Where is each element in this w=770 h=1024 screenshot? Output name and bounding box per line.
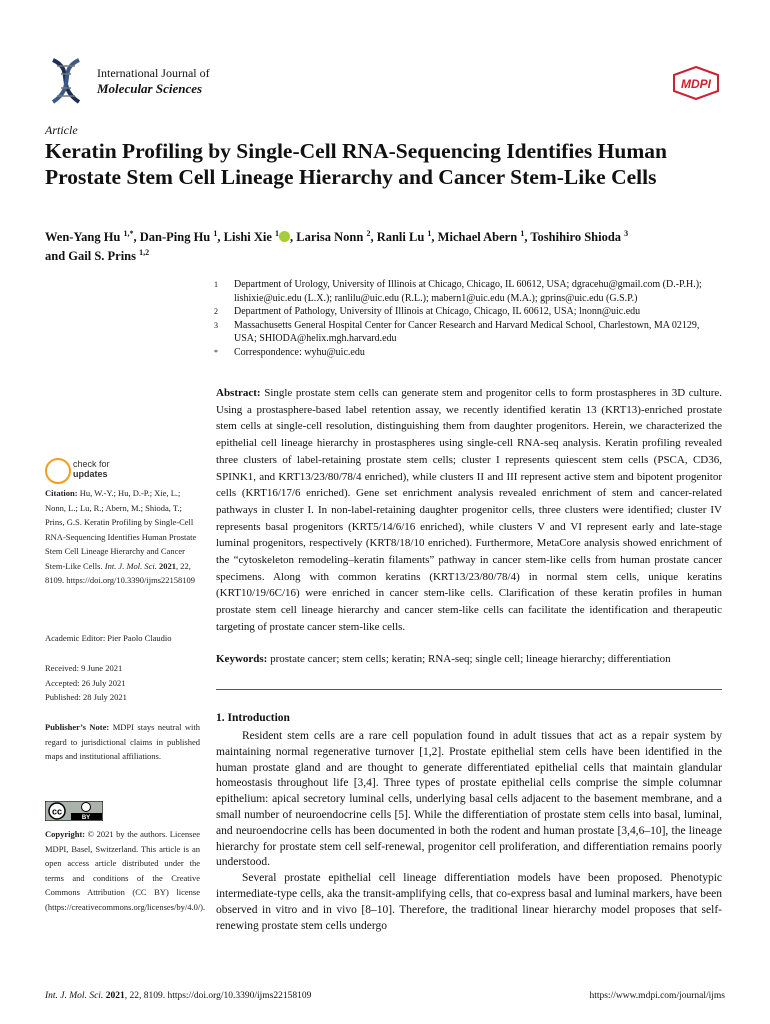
- affiliation-text: Correspondence: wyhu@uic.edu: [234, 346, 365, 358]
- author-affiliation-sup: 3: [624, 229, 629, 238]
- authors-and: and: [45, 249, 69, 264]
- abstract-label: Abstract:: [216, 387, 261, 399]
- keywords-label: Keywords:: [216, 653, 268, 665]
- author-name[interactable]: Ranli Lu $^1$: [376, 229, 432, 245]
- author-list: [45, 226, 725, 264]
- footer-year: 2021: [105, 991, 125, 1001]
- affiliation-number: *: [214, 347, 218, 357]
- author-name[interactable]: Larisa Nonn $^2$: [296, 229, 371, 245]
- author-name[interactable]: Wen-Yang Hu $^{1,*}$: [45, 229, 134, 245]
- citation-rest: , 22, 8109. https://doi.org/10.3390/ijms22158109: [45, 560, 196, 585]
- orcid-icon[interactable]: [279, 231, 290, 242]
- citation-journal: Int. J. Mol. Sci.: [104, 560, 157, 571]
- keywords: [216, 652, 722, 667]
- affiliation-number: 1: [214, 280, 218, 289]
- section-heading-introduction: 1. Introduction: [216, 712, 290, 724]
- authors-separator: ,: [133, 230, 140, 245]
- publisher-note-text: MDPI stays neutral with regard to jurisdictional claims in published maps and institutional affiliations.: [45, 722, 201, 761]
- abstract: [216, 385, 722, 636]
- citation-text: Hu, W.-Y.; Hu, D.-P.; Xie, L.; Nonn, L.; Lu, R.; Abern, M.; Shioda, T.; Prins, G.S. Keratin Profiling by Single-Cell RNA-Sequencing Identifies Human Prostate Stem Cell Lineage Hierarchy and Cancer Stem-Like Cells.: [45, 488, 197, 571]
- academic-editor: Academic Editor: Pier Paolo Claudio: [45, 633, 172, 643]
- check-updates-icon: [45, 458, 71, 484]
- date-published: Published: 28 July 2021: [45, 692, 127, 702]
- introduction-body: [216, 729, 722, 934]
- citation-block: [45, 486, 200, 588]
- footer-citation: , 22, 8109. https://doi.org/10.3390/ijms22158109: [124, 991, 312, 1001]
- journal-logo-icon: [45, 56, 89, 106]
- author-affiliation-sup: 1,*: [123, 229, 134, 238]
- author-affiliation-sup: 1: [427, 229, 432, 238]
- author-name[interactable]: Michael Abern $^1$: [437, 229, 525, 245]
- journal-name: [97, 66, 210, 96]
- affiliation-item: [214, 346, 720, 360]
- author-affiliation-sup: 1,2: [139, 248, 150, 258]
- author-name[interactable]: Dan-Ping Hu $^1$: [139, 229, 218, 245]
- author-affiliation-sup: 2: [366, 229, 371, 238]
- author-affiliation-sup: 1: [520, 229, 525, 238]
- author-name[interactable]: Lishi Xie $^1$: [223, 229, 280, 245]
- copyright-text: © 2021 by the authors. Licensee MDPI, Basel, Switzerland. This article is an open access article distributed under the terms and conditions of the Creative Commons Attribution (CC BY) license (https://creativecommons.org/licenses/by/4.0/).: [45, 829, 206, 912]
- copyright-block: [45, 827, 206, 914]
- affiliation-text: Department of Urology, University of Illinois at Chicago, Chicago, IL 60612, USA; dgracehu@gmail.com (D.-P.H.); lishixie@uic.edu (L.X.); ranlilu@uic.edu (R.L.); mabern1@uic.edu (M.A.); gprins@uic.edu (G.S.P.): [234, 279, 702, 304]
- page-footer: [45, 991, 725, 1001]
- cc-by-license-icon[interactable]: [45, 801, 103, 821]
- article-title: Keratin Profiling by Single-Cell RNA-Sequencing Identifies Human Prostate Stem Cell Lineage Hierarchy and Cancer Stem-Like Cells: [45, 139, 667, 189]
- date-accepted: Accepted: 26 July 2021: [45, 677, 126, 688]
- article-dates: [45, 661, 200, 705]
- publisher-note-label: Publisher’s Note:: [45, 722, 110, 732]
- affiliation-item: [214, 278, 720, 305]
- footer-journal-link[interactable]: https://www.mdpi.com/journal/ijms: [589, 991, 725, 1001]
- authors-separator: ,: [217, 230, 224, 245]
- journal-name-line2: Molecular Sciences: [97, 81, 203, 96]
- author-name[interactable]: Gail S. Prins $^{1,2}$: [68, 248, 150, 264]
- mdpi-logo-icon: [672, 66, 720, 100]
- copyright-label: Copyright:: [45, 829, 86, 839]
- footer-journal: Int. J. Mol. Sci.: [45, 991, 104, 1001]
- section-divider: [216, 689, 722, 690]
- journal-name-line1: International Journal of: [97, 66, 210, 80]
- date-received: Received: 9 June 2021: [45, 663, 123, 673]
- cc-badge-text: cc: [51, 806, 63, 817]
- affiliation-item: [214, 305, 720, 319]
- citation-label: Citation:: [45, 488, 78, 498]
- author-name[interactable]: Toshihiro Shioda $^3$: [530, 229, 629, 245]
- author-affiliation-sup: 1: [213, 229, 218, 238]
- affiliation-number: 2: [214, 307, 218, 317]
- intro-paragraph-2: Several prostate epithelial cell lineage differentiation models have been proposed. Phenotypic intermediate-type cells, aka the transit-amplifying cells, that co-express basal and luminal markers, have been observed in vitro and in vivo [8–10]. Therefore, the traditional linear hierarchy model proposes that self-renewing prostate stem cells undergo: [216, 872, 722, 932]
- intro-paragraph-1: Resident stem cells are a rare cell population found in adult tissues that act as a repair system by maintaining normal regenerative turnover [1,2]. Prostate epithelial stem cells have been identified in the human prostate gland and are thought to generate differentiated epithelial cells that maintain glandular homeostasis throughout life [3,4]. Three types of prostate epithelial cells comprise the simple columnar epithelium: apical secretory luminal cells, underlying basal cells adjacent to the basement membrane, and a small number of neuroendocrine cells [5]. While the differentiation of prostate stem cells into basal, luminal, and neuroendocrine cells has been documented in both the rodent and human prostate [3,4,6–10], the lineage hierarchy for prostate stem cell self-renewal, progenitor cell proliferation, and differentiation remains poorly understood.: [216, 730, 722, 869]
- by-badge-text: BY: [81, 815, 91, 821]
- check-updates-line2: updates: [73, 469, 108, 479]
- authors-separator: ,: [524, 230, 531, 245]
- keywords-text: prostate cancer; stem cells; keratin; RNA-seq; single cell; lineage hierarchy; differentiation: [270, 653, 671, 665]
- affiliation-number: 3: [214, 320, 218, 330]
- authors-separator: ,: [431, 230, 438, 245]
- affiliation-text: Department of Pathology, University of Illinois at Chicago, Chicago, IL 60612, USA; lnonn@uic.edu: [234, 306, 641, 318]
- article-type: Article: [45, 123, 78, 137]
- mdpi-logo-text: MDPI: [681, 77, 711, 91]
- authors-separator: ,: [290, 230, 297, 245]
- affiliation-item: [214, 319, 720, 346]
- affiliation-text: Massachusetts General Hospital Center for Cancer Research and Harvard Medical School, Charlestown, MA 02129, USA; SHIODA@helix.mgh.harvard.edu: [234, 319, 700, 345]
- publisher-note: [45, 720, 200, 764]
- affiliations: [214, 278, 720, 360]
- check-updates-line1: check for: [73, 459, 110, 469]
- author-affiliation-sup: 1: [275, 229, 280, 238]
- authors-separator: ,: [370, 230, 377, 245]
- citation-year: 2021: [159, 560, 177, 571]
- abstract-text: Single prostate stem cells can generate stem and progenitor cells to form prostaspheres in 3D culture. Using a prostasphere-based label retention assay, we recently identified keratin 13 (KRT13)-enriched prostate stem cells at single-cell resolution, distinguishing them from daughter progenitors. Herein, we characterized the epithelial cell lineage hierarchy in prostaspheres using single-cell RNA-seq analysis. Keratin profiling revealed three clusters of label-retaining prostate stem cells; cluster I represents quiescent stem cells (PSCA, CD36, SPINK1, and KRT13/23/80/78/4 enriched), while clusters II and III represent active stem and bipotent progenitor cells (KRT16/17/6 enriched). Gene set enrichment analysis revealed enrichment of stem and cancer-related pathways in cluster I. In non-label-retaining daughter progenitor cells, three clusters were identified; cluster IV represents basal progenitors (KRT5/14/6/16 enriched), while clusters V and VI represent early and late-stage luminal progenitors, respectively (KRT8/18/10 enriched). Furthermore, MetaCore analysis showed enrichment of the “cytoskeleton remodeling–keratin filaments” pathway in cancer stem-like cells from human prostate cancer specimens. Along with common keratins (KRT13/23/80/78/4) in normal stem cells, unique keratins (KRT10/19/6C/16) were enriched in cancer stem-like cells. Clarification of these keratin profiles in human prostate stem cell lineage hierarchy and cancer stem-like cells can facilitate the identification and therapeutic targeting of prostate cancer stem-like cells.: [216, 387, 723, 633]
